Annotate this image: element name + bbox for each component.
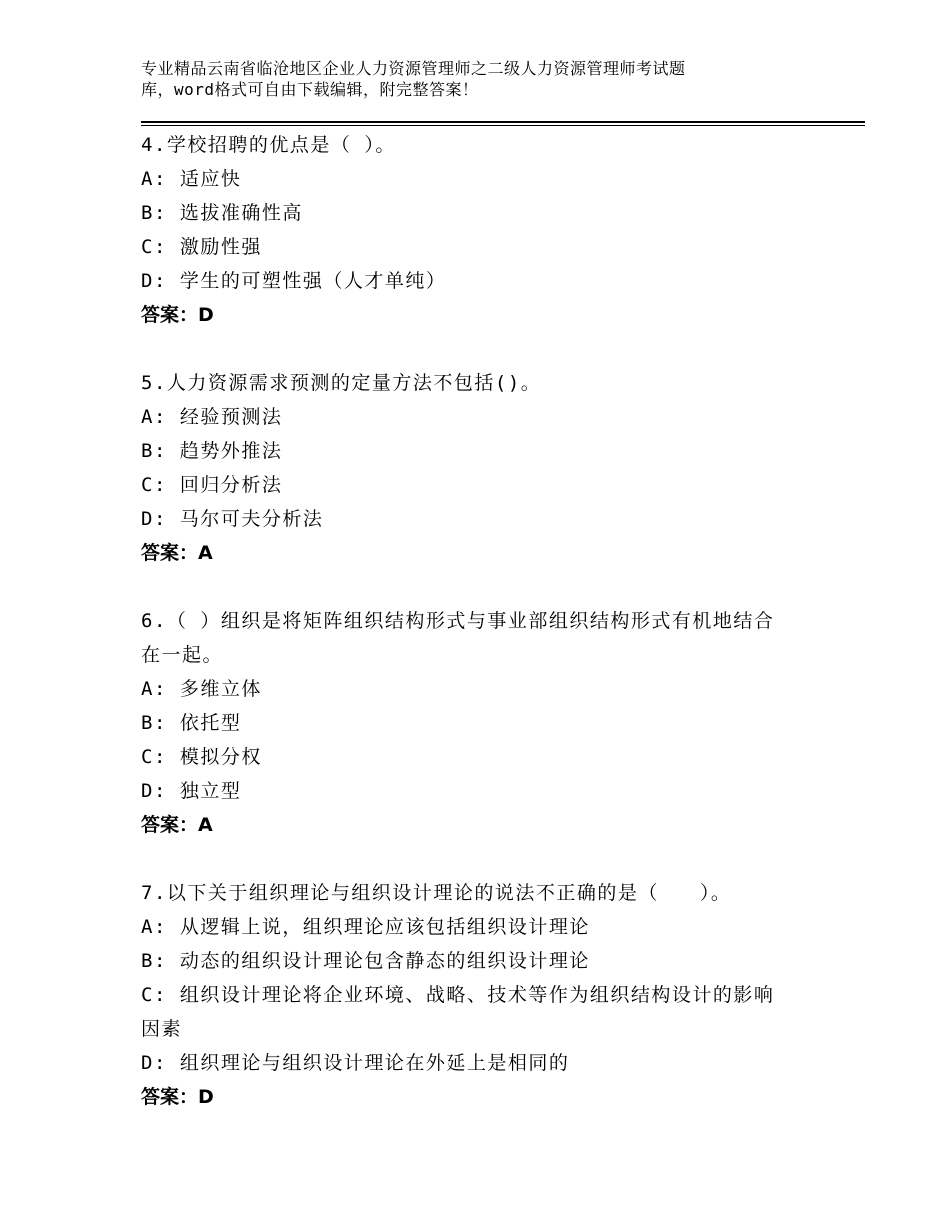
question-6: [141, 604, 821, 842]
option-c: C: 模拟分权: [141, 746, 262, 768]
question-stem: 5.人力资源需求预测的定量方法不包括()。: [141, 372, 542, 394]
answer-label: 答案：D: [141, 304, 214, 326]
question-stem-line-2: 在一起。: [141, 644, 224, 666]
answer-label: 答案：D: [141, 1086, 214, 1108]
question-stem: 4.学校招聘的优点是（ ）。: [141, 134, 396, 156]
option-a: A: 适应快: [141, 168, 242, 190]
option-a: A: 从逻辑上说，组织理论应该包括组织设计理论: [141, 916, 590, 938]
answer-label: 答案：A: [141, 542, 213, 564]
option-c-line-1: C: 组织设计理论将企业环境、战略、技术等作为组织结构设计的影响: [141, 984, 775, 1006]
option-b: B: 动态的组织设计理论包含静态的组织设计理论: [141, 950, 590, 972]
question-7: [141, 876, 821, 1114]
option-c: C: 回归分析法: [141, 474, 283, 496]
header-title-line-2: 库，word格式可自由下载编辑，附完整答案！: [141, 80, 479, 99]
question-stem-line-1: 6.（ ）组织是将矩阵组织结构形式与事业部组织结构形式有机地结合: [141, 610, 775, 632]
option-b: B: 选拔准确性高: [141, 202, 303, 224]
option-d: D: 马尔可夫分析法: [141, 508, 324, 530]
question-list: [141, 128, 821, 1148]
question-stem: 7.以下关于组织理论与组织设计理论的说法不正确的是（ ）。: [141, 882, 732, 904]
option-c: C: 激励性强: [141, 236, 262, 258]
question-5: [141, 366, 821, 570]
option-a: A: 多维立体: [141, 678, 262, 700]
header-title-line-1: 专业精品云南省临沧地区企业人力资源管理师之二级人力资源管理师考试题: [141, 59, 686, 78]
document-header: [141, 58, 781, 100]
option-d: D: 学生的可塑性强（人才单纯）: [141, 270, 447, 292]
option-b: B: 依托型: [141, 712, 242, 734]
option-d: D: 独立型: [141, 780, 242, 802]
question-4: [141, 128, 821, 332]
header-divider-thick: [141, 121, 865, 123]
option-a: A: 经验预测法: [141, 406, 283, 428]
header-divider-thin: [141, 125, 865, 126]
answer-label: 答案：A: [141, 814, 213, 836]
option-c-line-2: 因素: [141, 1018, 183, 1040]
option-b: B: 趋势外推法: [141, 440, 283, 462]
option-d: D: 组织理论与组织设计理论在外延上是相同的: [141, 1052, 570, 1074]
